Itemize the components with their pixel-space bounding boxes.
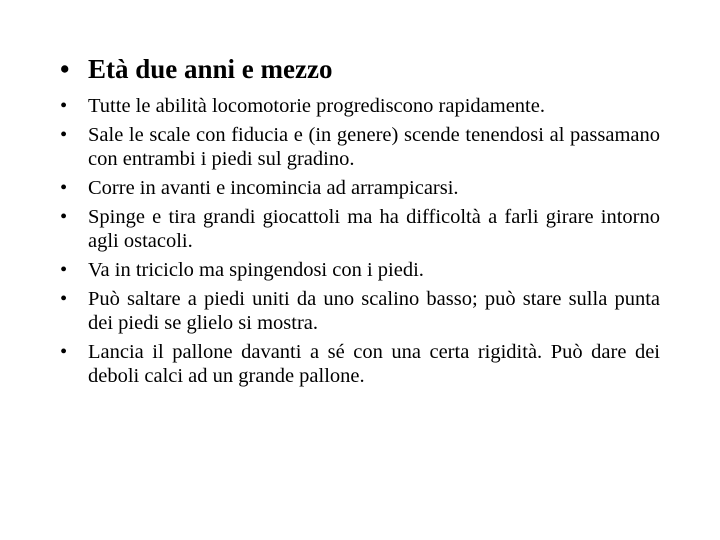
bullet-icon: • <box>60 341 68 363</box>
bullet-icon: • <box>60 177 68 199</box>
list-item <box>60 287 660 335</box>
bullet-icon: • <box>60 95 68 117</box>
bullet-icon: • <box>60 288 68 310</box>
list-item-text: Tutte le abilità locomotorie progrediscono rapidamente. <box>88 95 545 117</box>
list-item-text: Corre in avanti e incomincia ad arrampicarsi. <box>88 177 459 199</box>
bullet-icon: • <box>60 206 68 228</box>
list-item-text: Può saltare a piedi uniti da uno scalino basso; può stare sulla punta dei piedi se glielo si mostra. <box>88 288 660 334</box>
bullet-list <box>60 94 660 388</box>
list-item <box>60 205 660 253</box>
slide-title: Età due anni e mezzo <box>88 54 333 84</box>
list-item <box>60 340 660 388</box>
list-item <box>60 94 660 118</box>
bullet-icon: • <box>60 259 68 281</box>
list-item-text: Lancia il pallone davanti a sé con una certa rigidità. Può dare dei deboli calci ad un grande pallone. <box>88 341 660 387</box>
list-item-text: Va in triciclo ma spingendosi con i piedi. <box>88 259 424 281</box>
list-item <box>60 258 660 282</box>
bullet-icon: • <box>60 54 70 84</box>
list-item <box>60 123 660 171</box>
title-row <box>60 54 660 85</box>
list-item <box>60 176 660 200</box>
list-item-text: Spinge e tira grandi giocattoli ma ha difficoltà a farli girare intorno agli ostacoli. <box>88 206 660 252</box>
bullet-icon: • <box>60 124 68 146</box>
list-item-text: Sale le scale con fiducia e (in genere) scende tenendosi al passamano con entrambi i piedi sul gradino. <box>88 124 660 170</box>
